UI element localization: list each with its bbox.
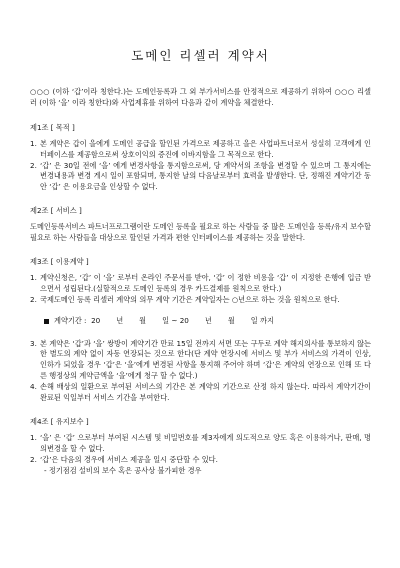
article-3-item-4 [30, 382, 371, 404]
article-2-heading: 제2조 [ 서비스 ] [30, 206, 82, 216]
item-text: 본 계약은 ‘갑’과 ‘을’ 쌍방이 계약기간 만료 15일 전까지 서면 또는 구두로 계약 해지의사를 통보하지 않는 한 별도의 계약 없이 자동 연장되는 것으로 한다(단 계약 연장시에 서비스 및 부가 서비스의 가격이 인상, 인하가 되었을 경우 ‘갑’은 ‘을’에게 변경된 사항을 통지해 주어야 하며 ‘갑’은 계약의 연장으로 인해 또 다른 행정상의 계약금액을 ‘을’에게 청구 할 수 없다.) [40, 338, 371, 381]
item-number: 3. [30, 338, 37, 348]
item-text: ‘을’ 은 ‘갑’ 으로부터 부여된 시스템 및 비밀번호를 제3자에게 의도적으로 양도 혹은 이용하거나, 판매, 명의변경을 할 수 없다. [40, 432, 371, 453]
item-text: 국제도메인 등록 리셀러 계약의 의무 계약 기간은 계약일자는 ○년으로 하는 것을 원칙으로 한다. [40, 294, 340, 304]
contract-period-line [30, 316, 371, 327]
item-text: 본 계약은 갑이 을에게 도메인 공급을 할인된 가격으로 제공하고 을은 사업파트너로서 성실히 고객에게 인터페이스를 제공함으로써 상호이익의 증진에 이바지함을 그 목적으로 한다. [40, 138, 371, 159]
period-end-year: 20 [179, 315, 189, 325]
item-text: ‘갑’은 다음의 경우에 서비스 제공을 일시 중단할 수 있다. [40, 454, 218, 464]
article-1-item-1 [30, 139, 371, 161]
article-3-item-2 [30, 295, 371, 306]
article-3-item-3 [30, 339, 371, 383]
intro-paragraph: ○○○ (이하 ‘갑’이라 칭한다.)는 도메인등록과 그 외 부가서비스를 안정적으로 제공하기 위하여 ○○○ 리셀러 (이하 ‘을’ 이라 칭한다)와 사업제휴를 위하여 다음과 같이 계약을 체결한다. [30, 87, 371, 107]
article-4-sub-item: - 정기점검 설비의 보수 혹은 공사상 불가피한 경우 [44, 465, 202, 475]
article-2-text: 도메인등록서비스 파트너프로그램이란 도메인 등록을 필요로 하는 사람들 중 많은 도메인을 등록/유지 보수할 필요로 하는 사람들을 대상으로 할인된 가격과 편한 인터페이스를 제공하는 것을 말한다. [30, 222, 371, 243]
item-number: 1. [30, 272, 37, 282]
article-3-item-1 [30, 273, 371, 295]
article-1-item-2 [30, 161, 371, 194]
article-4-item-1 [30, 433, 371, 455]
item-text: ‘갑’ 은 30일 전에 ‘을’ 에게 변경사항을 통지함으로써, 당 계약서의 조항을 변경할 수 있으며 그 통지에는 변경내용과 변경 게시 일이 포함되며, 통지한 날의 다음날로부터 효력을 발생한다. 단, 정해진 계약기간 동안 ‘갑’ 은 이용요금을 인상할 수 없다. [40, 160, 371, 192]
item-number: 2. [30, 454, 37, 464]
period-end-unit-year: 년 [204, 315, 212, 325]
item-text: 손해 배상의 일환으로 부여된 서비스의 기간은 본 계약의 기간으로 산정 하지 않는다. 따라서 계약기간이 완료된 익일부터 서비스 기간을 부여한다. [40, 382, 371, 403]
period-label: 계약기간 : [54, 315, 87, 325]
square-bullet-icon [44, 319, 49, 324]
item-number: 1. [30, 432, 37, 442]
item-number: 2. [30, 160, 37, 170]
item-text: 계약신청은, ‘갑’ 이 ‘을’ 로부터 온라인 주문서를 받아, ‘갑’ 이 정한 비용을 ‘갑’ 이 지정한 은행에 입금 받으면서 성립된다.(실할적으로 도메인 등록의 경우 카드결제를 원칙으로 한다.) [40, 272, 371, 293]
item-number: 4. [30, 382, 37, 392]
period-unit-day: 일 [162, 315, 170, 325]
period-unit-month: 월 [139, 315, 147, 325]
period-end-unit-month: 월 [227, 315, 235, 325]
period-end-unit-day: 일 [250, 315, 258, 325]
article-1-heading: 제1조 [ 목적 ] [30, 122, 75, 132]
item-number: 1. [30, 138, 37, 148]
period-start-year: 20 [91, 315, 101, 325]
article-3-heading: 제3조 [ 이용계약 ] [30, 256, 89, 266]
article-4-item-2 [30, 455, 371, 466]
document-title: 도메인 리셀러 계약서 [131, 48, 270, 63]
period-end: 까지 [260, 315, 274, 325]
article-4-heading: 제4조 [ 유지보수 ] [30, 416, 89, 426]
period-tilde: ~ [171, 315, 178, 325]
period-unit-year: 년 [116, 315, 124, 325]
item-number: 2. [30, 294, 37, 304]
